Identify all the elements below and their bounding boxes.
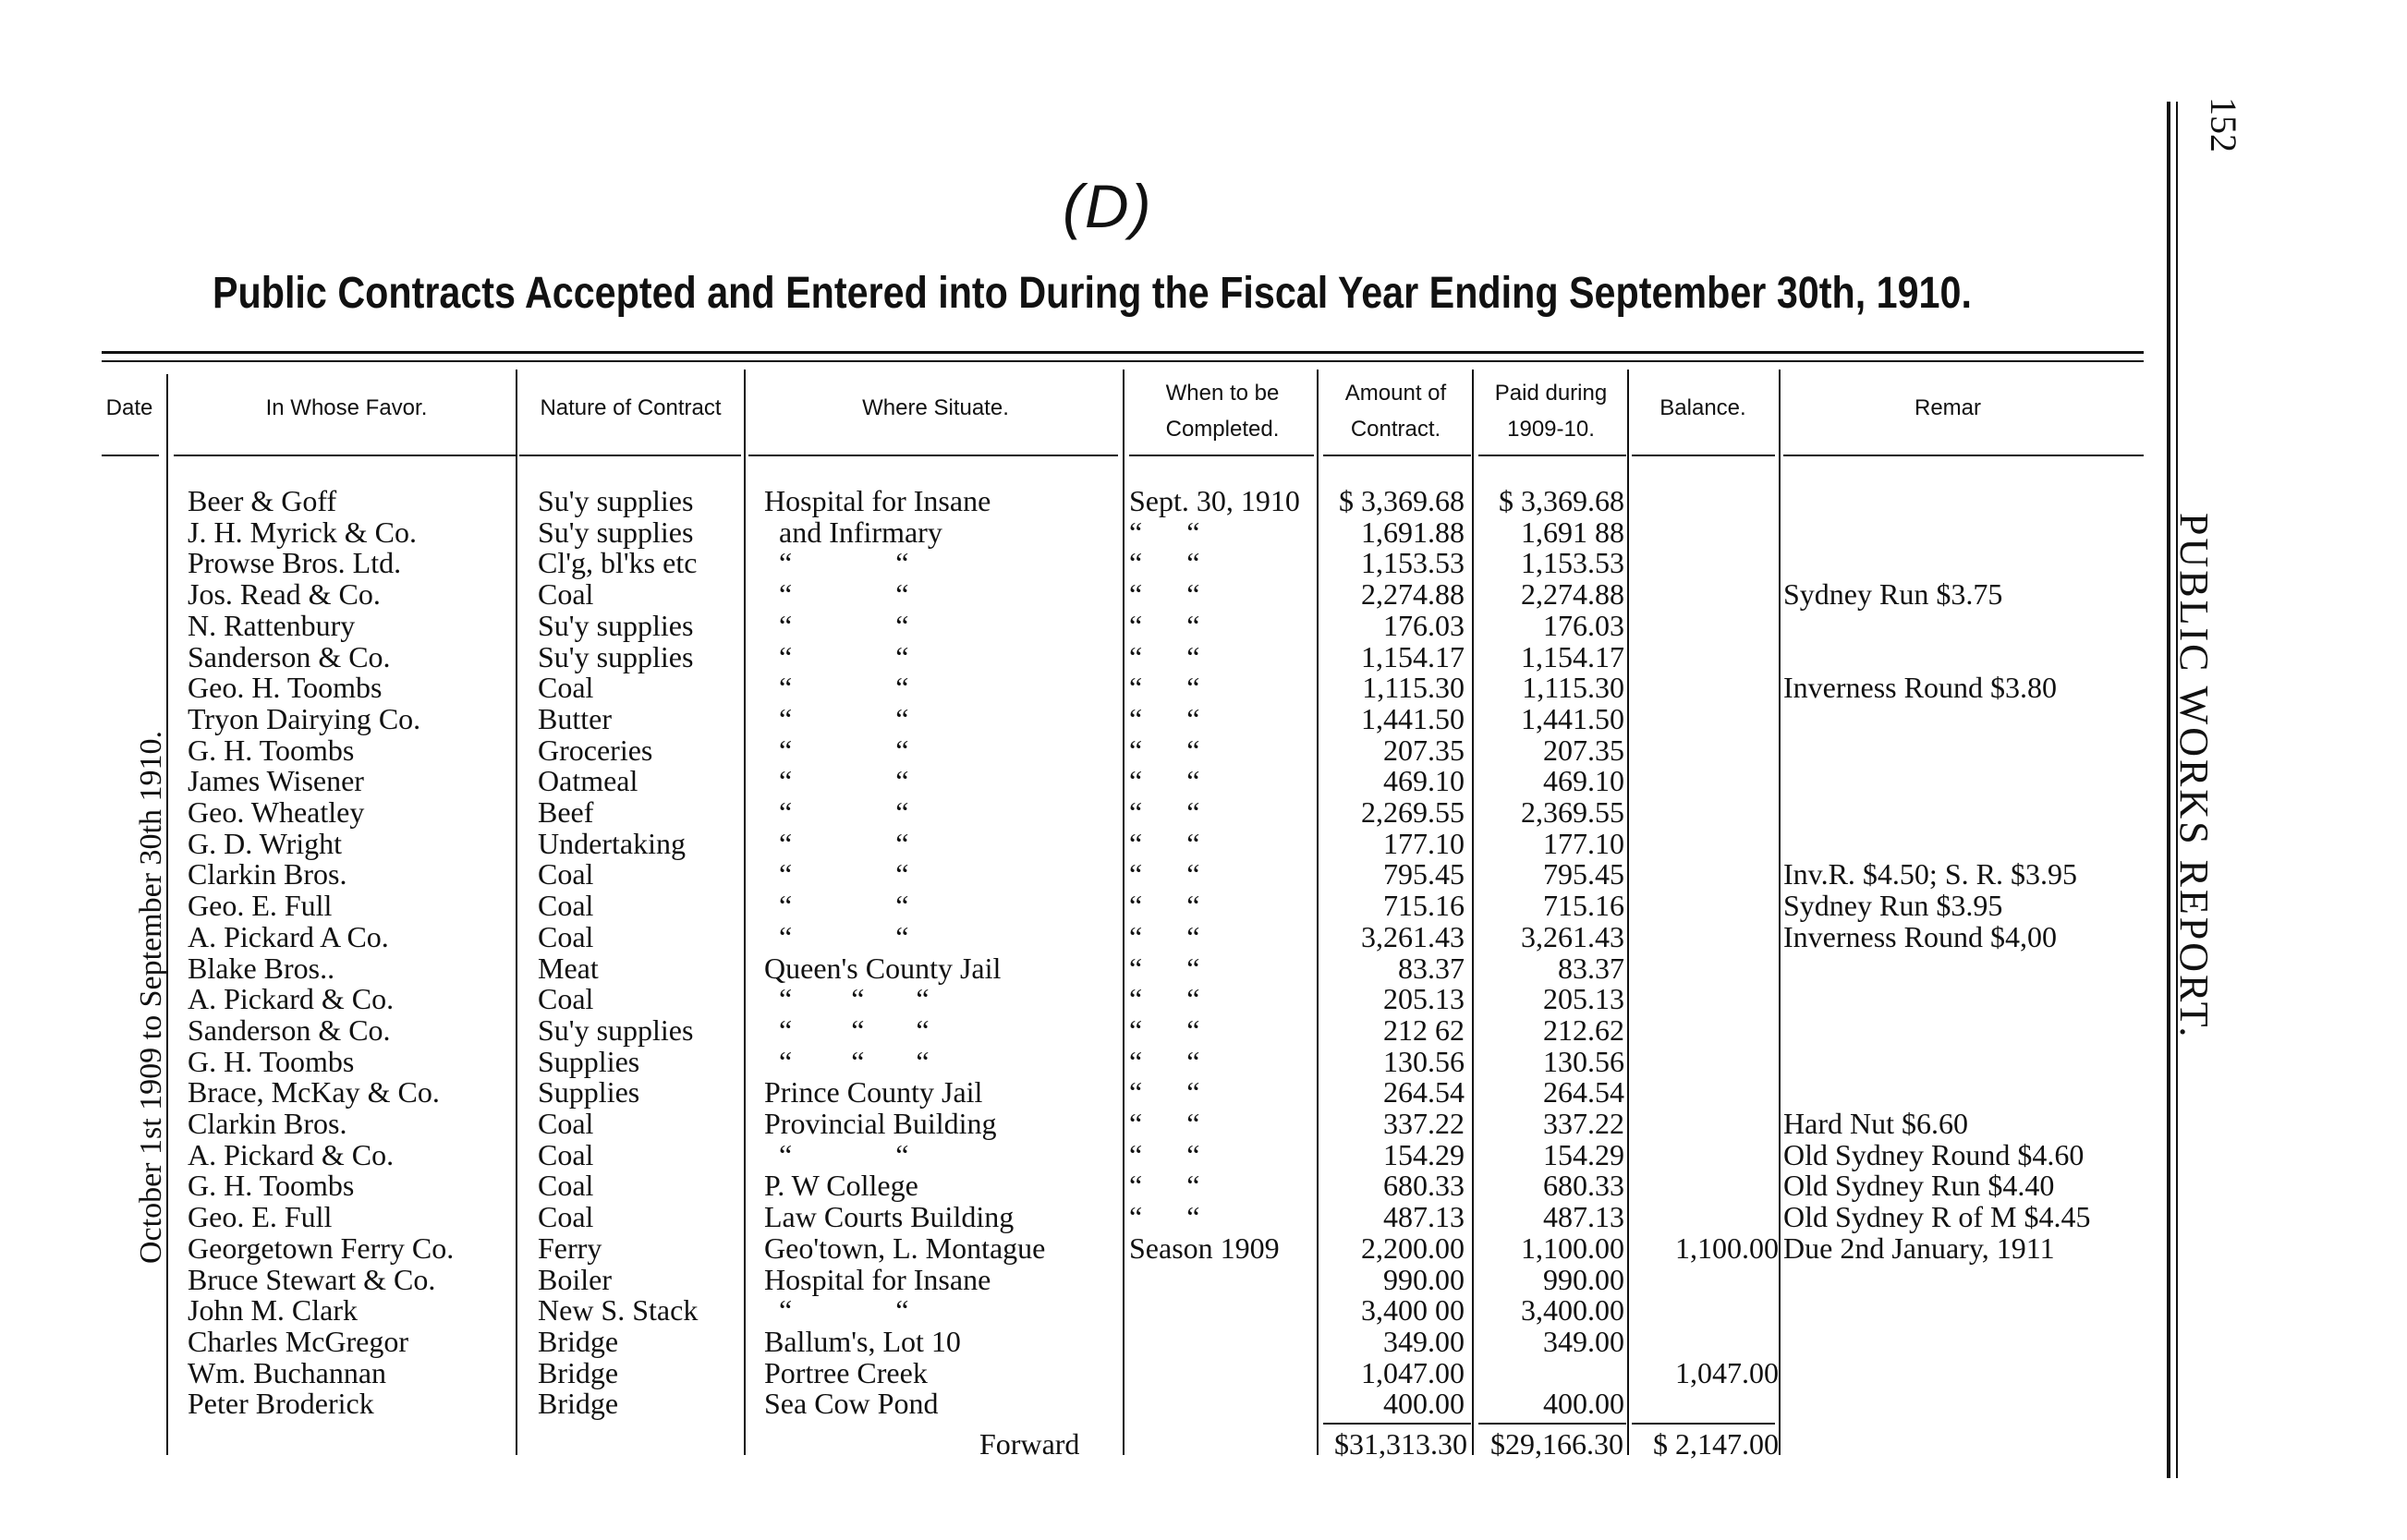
completion-date: “ “ [1129, 515, 1200, 549]
table-row [0, 1046, 2218, 1077]
paid-amount: 1,115.30 [1522, 671, 1624, 705]
contractor-name: Geo. E. Full [188, 1200, 333, 1234]
contract-amount: 130.56 [1383, 1044, 1465, 1078]
paid-amount: 469.10 [1543, 764, 1624, 798]
header-rule [1632, 455, 1775, 456]
contract-location: “ “ [764, 889, 909, 923]
completion-date: “ “ [1129, 1044, 1200, 1078]
contract-location: Queen's County Jail [764, 951, 1002, 985]
contract-amount: 487.13 [1383, 1200, 1465, 1234]
remark-text: Sydney Run $3.95 [1783, 889, 2003, 923]
contract-nature: New S. Stack [538, 1293, 699, 1328]
header-amount-1: Amount of [1344, 381, 1447, 406]
completion-date: “ “ [1129, 577, 1200, 612]
completion-date: “ “ [1129, 857, 1200, 891]
table-row [0, 485, 2218, 516]
completion-date: “ “ [1129, 889, 1200, 923]
paid-amount: 400.00 [1543, 1387, 1624, 1421]
header-amount-2: Contract. [1350, 417, 1441, 442]
remark-text: Old Sydney Round $4.60 [1783, 1137, 2085, 1171]
paid-amount: 337.22 [1543, 1107, 1624, 1140]
contractor-name: Clarkin Bros. [188, 857, 347, 891]
contract-location: Hospital for Insane [764, 484, 991, 517]
contract-nature: Bridge [538, 1324, 619, 1358]
contract-nature: Oatmeal [538, 764, 638, 798]
paid-amount: 680.33 [1543, 1169, 1624, 1203]
paid-amount: 715.16 [1543, 889, 1624, 923]
contractor-name: Charles McGregor [188, 1324, 409, 1358]
contractor-name: Geo. E. Full [188, 889, 333, 923]
table-row [0, 1201, 2218, 1232]
table-row [0, 734, 2218, 766]
total-rule [1323, 1423, 1471, 1425]
header-rule [102, 455, 159, 456]
page-number: 152 [2203, 97, 2244, 152]
header-remarks: Remar [1914, 395, 1981, 420]
completion-date: “ “ [1129, 639, 1200, 673]
contract-amount: 1,115.30 [1362, 671, 1465, 705]
header-rule [748, 455, 1118, 456]
contractor-name: Beer & Goff [188, 484, 337, 517]
completion-date: “ “ [1129, 919, 1200, 953]
contract-nature: Coal [538, 919, 594, 953]
paid-amount: 2,274.88 [1521, 577, 1624, 612]
table-row [0, 890, 2218, 921]
paid-amount: 1,691 88 [1521, 515, 1624, 549]
completion-date: “ “ [1129, 951, 1200, 985]
paid-amount: 207.35 [1543, 733, 1624, 767]
contractor-name: A. Pickard & Co. [188, 982, 395, 1016]
remark-text: Old Sydney Run $4.40 [1783, 1169, 2055, 1203]
total-rule [1632, 1423, 1775, 1425]
table-row [0, 1388, 2218, 1419]
table-row [0, 1076, 2218, 1108]
contract-amount: 1,691.88 [1361, 515, 1465, 549]
contract-nature: Su'y supplies [538, 639, 694, 673]
top-rule [102, 351, 2144, 354]
paid-amount: 176.03 [1543, 608, 1624, 642]
contract-nature: Su'y supplies [538, 515, 694, 549]
contract-nature: Meat [538, 951, 599, 985]
contract-amount: $ 3,369.68 [1339, 484, 1465, 517]
contract-location: “ “ [764, 608, 909, 642]
contract-nature: Coal [538, 857, 594, 891]
contract-location: Ballum's, Lot 10 [764, 1324, 961, 1358]
forward-amount: $31,313.30 [1334, 1427, 1467, 1461]
contractor-name: N. Rattenbury [188, 608, 356, 642]
contractor-name: Brace, McKay & Co. [188, 1075, 440, 1110]
contract-amount: 715.16 [1383, 889, 1465, 923]
completion-date: “ “ [1129, 795, 1200, 829]
balance-amount: 1,100.00 [1675, 1231, 1779, 1265]
contractor-name: A. Pickard & Co. [188, 1137, 395, 1171]
contract-location: “ “ [764, 546, 909, 580]
header-rule [1783, 455, 2144, 456]
completion-date: “ “ [1129, 1013, 1200, 1047]
contract-amount: 1,441.50 [1361, 701, 1465, 735]
paid-amount: 1,153.53 [1521, 546, 1624, 580]
contract-nature: Coal [538, 577, 594, 612]
table-row [0, 703, 2218, 734]
header-rule [174, 455, 516, 456]
remark-text: Old Sydney R of M $4.45 [1783, 1200, 2091, 1234]
contract-location: “ “ [764, 795, 909, 829]
contract-nature: Cl'g, bl'ks etc [538, 546, 698, 580]
contract-amount: 337.22 [1383, 1107, 1465, 1140]
forward-paid: $29,166.30 [1490, 1427, 1623, 1461]
report-side-title: PUBLIC WORKS REPORT. [2171, 513, 2217, 1040]
balance-amount: 1,047.00 [1675, 1355, 1779, 1389]
header-in-whose-favor: In Whose Favor. [265, 395, 428, 420]
remark-text: Sydney Run $3.75 [1783, 577, 2003, 612]
table-row [0, 1139, 2218, 1170]
table-row [0, 796, 2218, 828]
contract-location: and Infirmary [764, 515, 942, 549]
remark-text: Inv.R. $4.50; S. R. $3.95 [1783, 857, 2077, 891]
completion-date: “ “ [1129, 1200, 1200, 1234]
contract-location: Prince County Jail [764, 1075, 983, 1110]
header-balance: Balance. [1659, 395, 1746, 420]
total-rule [1478, 1423, 1626, 1425]
heading-letter: (D) [1063, 172, 1153, 240]
header-paid-1: Paid during [1494, 381, 1608, 406]
paid-amount: 205.13 [1543, 982, 1624, 1016]
paid-amount: 177.10 [1543, 826, 1624, 860]
contractor-name: Jos. Read & Co. [188, 577, 381, 612]
contract-location: Geo'town, L. Montague [764, 1231, 1046, 1265]
header-when-2: Completed. [1165, 417, 1280, 442]
paid-amount: 3,261.43 [1521, 919, 1624, 953]
header-rule [1478, 455, 1626, 456]
completion-date: “ “ [1129, 733, 1200, 767]
forward-balance: $ 2,147.00 [1653, 1427, 1779, 1461]
completion-date: Season 1909 [1129, 1231, 1280, 1265]
contract-location: “ “ [764, 919, 909, 953]
table-row [0, 1170, 2218, 1201]
header-nature: Nature of Contract [540, 395, 722, 420]
contractor-name: G. H. Toombs [188, 1169, 355, 1203]
contractor-name: Tryon Dairying Co. [188, 701, 421, 735]
paid-amount: 2,369.55 [1521, 795, 1624, 829]
contract-nature: Coal [538, 1169, 594, 1203]
paid-amount: 349.00 [1543, 1324, 1624, 1358]
contract-location: “ “ [764, 1137, 909, 1171]
completion-date: “ “ [1129, 608, 1200, 642]
contract-amount: 400.00 [1383, 1387, 1465, 1421]
header-when-1: When to be [1165, 381, 1280, 406]
contract-location: P. W College [764, 1169, 918, 1203]
paid-amount: 3,400.00 [1521, 1293, 1624, 1328]
contract-amount: 795.45 [1383, 857, 1465, 891]
table-row [0, 858, 2218, 890]
table-row [0, 1014, 2218, 1046]
contract-nature: Coal [538, 1107, 594, 1140]
contract-amount: 154.29 [1383, 1137, 1465, 1171]
contract-amount: 3,261.43 [1361, 919, 1465, 953]
header-date: Date [105, 395, 153, 420]
paid-amount: $ 3,369.68 [1499, 484, 1624, 517]
contract-nature: Su'y supplies [538, 484, 694, 517]
table-row [0, 952, 2218, 984]
contract-nature: Coal [538, 671, 594, 705]
date-range: October 1st 1909 to September 30th 1910. [134, 731, 168, 1264]
contract-location: “ “ “ [764, 1013, 930, 1047]
completion-date: “ “ [1129, 671, 1200, 705]
paid-amount: 154.29 [1543, 1137, 1624, 1171]
completion-date: “ “ [1129, 982, 1200, 1016]
table-row [0, 578, 2218, 610]
contract-location: “ “ [764, 671, 909, 705]
contractor-name: Georgetown Ferry Co. [188, 1231, 455, 1265]
remark-text: Inverness Round $3.80 [1783, 671, 2057, 705]
header-paid-2: 1909-10. [1507, 417, 1595, 442]
contractor-name: Peter Broderick [188, 1387, 374, 1421]
table-row [0, 516, 2218, 548]
contract-amount: 990.00 [1383, 1262, 1465, 1296]
table-row [0, 828, 2218, 859]
contract-nature: Beef [538, 795, 594, 829]
header-rule [519, 455, 741, 456]
paid-amount: 487.13 [1543, 1200, 1624, 1234]
paid-amount: 795.45 [1543, 857, 1624, 891]
contract-amount: 349.00 [1383, 1324, 1465, 1358]
table-row [0, 1108, 2218, 1139]
remark-text: Due 2nd January, 1911 [1783, 1231, 2055, 1265]
contractor-name: Prowse Bros. Ltd. [188, 546, 402, 580]
table-row [0, 641, 2218, 673]
contract-location: “ “ [764, 639, 909, 673]
completion-date: “ “ [1129, 764, 1200, 798]
table-row [0, 921, 2218, 952]
paid-amount: 990.00 [1543, 1262, 1624, 1296]
completion-date: “ “ [1129, 1169, 1200, 1203]
contract-nature: Su'y supplies [538, 608, 694, 642]
table-row [0, 1232, 2218, 1264]
contract-location: “ “ [764, 1293, 909, 1328]
contract-location: “ “ “ [764, 982, 930, 1016]
completion-date: “ “ [1129, 1075, 1200, 1110]
remark-text: Hard Nut $6.60 [1783, 1107, 1968, 1140]
contract-nature: Bridge [538, 1355, 619, 1389]
forward-label: Forward [979, 1427, 1080, 1461]
completion-date: “ “ [1129, 1137, 1200, 1171]
header-rule [1323, 455, 1471, 456]
contractor-name: John M. Clark [188, 1293, 358, 1328]
contractor-name: James Wisener [188, 764, 364, 798]
header-rule [1129, 455, 1314, 456]
contract-amount: 2,200.00 [1361, 1231, 1465, 1265]
contract-nature: Coal [538, 889, 594, 923]
paid-amount: 264.54 [1543, 1075, 1624, 1110]
table-row [0, 983, 2218, 1014]
contract-nature: Ferry [538, 1231, 602, 1265]
remark-text: Inverness Round $4,00 [1783, 919, 2057, 953]
paid-amount: 1,100.00 [1521, 1231, 1624, 1265]
contract-nature: Bridge [538, 1387, 619, 1421]
contract-nature: Groceries [538, 733, 653, 767]
contract-location: “ “ [764, 764, 909, 798]
contract-amount: 264.54 [1383, 1075, 1465, 1110]
contract-nature: Supplies [538, 1044, 640, 1078]
contractor-name: Geo. H. Toombs [188, 671, 383, 705]
table-row [0, 1264, 2218, 1295]
contract-nature: Butter [538, 701, 612, 735]
completion-date: “ “ [1129, 701, 1200, 735]
paid-amount: 212.62 [1543, 1013, 1624, 1047]
contract-amount: 2,269.55 [1361, 795, 1465, 829]
header-where: Where Situate. [862, 395, 1009, 420]
contractor-name: Wm. Buchannan [188, 1355, 387, 1389]
contract-nature: Undertaking [538, 826, 686, 860]
top-rule-2 [102, 360, 2144, 362]
contract-nature: Coal [538, 1137, 594, 1171]
contractor-name: G. H. Toombs [188, 1044, 355, 1078]
contract-location: “ “ [764, 826, 909, 860]
contract-location: “ “ “ [764, 1044, 930, 1078]
contract-amount: 680.33 [1383, 1169, 1465, 1203]
paid-amount: 1,154.17 [1521, 639, 1624, 673]
contract-location: Hospital for Insane [764, 1262, 991, 1296]
paid-amount: 1,441.50 [1521, 701, 1624, 735]
contract-location: “ “ [764, 577, 909, 612]
contractor-name: Sanderson & Co. [188, 1013, 391, 1047]
contract-nature: Coal [538, 1200, 594, 1234]
contract-amount: 3,400 00 [1361, 1293, 1465, 1328]
contract-nature: Boiler [538, 1262, 612, 1296]
contractor-name: Sanderson & Co. [188, 639, 391, 673]
contract-location: Law Courts Building [764, 1200, 1015, 1234]
contract-amount: 212 62 [1383, 1013, 1465, 1047]
contract-amount: 83.37 [1398, 951, 1465, 985]
table-row [0, 610, 2218, 641]
table-row [0, 1357, 2218, 1388]
contract-location: “ “ [764, 857, 909, 891]
contract-amount: 2,274.88 [1361, 577, 1465, 612]
contractor-name: G. D. Wright [188, 826, 342, 860]
contract-amount: 1,047.00 [1361, 1355, 1465, 1389]
completion-date: “ “ [1129, 826, 1200, 860]
contract-nature: Supplies [538, 1075, 640, 1110]
table-row [0, 1326, 2218, 1357]
contract-amount: 1,154.17 [1361, 639, 1465, 673]
contract-nature: Coal [538, 982, 594, 1016]
contractor-name: A. Pickard A Co. [188, 919, 389, 953]
contractor-name: G. H. Toombs [188, 733, 355, 767]
table-row [0, 547, 2218, 578]
contract-amount: 207.35 [1383, 733, 1465, 767]
paid-amount: 130.56 [1543, 1044, 1624, 1078]
contract-location: Provincial Building [764, 1107, 997, 1140]
contract-nature: Su'y supplies [538, 1013, 694, 1047]
completion-date: “ “ [1129, 546, 1200, 580]
contract-amount: 469.10 [1383, 764, 1465, 798]
contract-amount: 205.13 [1383, 982, 1465, 1016]
table-row [0, 1294, 2218, 1326]
contractor-name: Clarkin Bros. [188, 1107, 347, 1140]
contract-location: “ “ [764, 733, 909, 767]
contract-amount: 177.10 [1383, 826, 1465, 860]
completion-date: Sept. 30, 1910 [1129, 484, 1300, 517]
contract-location: “ “ [764, 701, 909, 735]
page-title: Public Contracts Accepted and Entered into During the Fiscal Year Ending September 30th, 1910. [213, 269, 1972, 318]
contractor-name: Geo. Wheatley [188, 795, 365, 829]
table-row [0, 672, 2218, 703]
paid-amount: 83.37 [1558, 951, 1624, 985]
contract-location: Sea Cow Pond [764, 1387, 939, 1421]
contractor-name: Blake Bros.. [188, 951, 335, 985]
table-row [0, 765, 2218, 796]
contract-amount: 176.03 [1383, 608, 1465, 642]
contractor-name: J. H. Myrick & Co. [188, 515, 417, 549]
contractor-name: Bruce Stewart & Co. [188, 1262, 436, 1296]
contract-amount: 1,153.53 [1361, 546, 1465, 580]
completion-date: “ “ [1129, 1107, 1200, 1140]
contract-location: Portree Creek [764, 1355, 928, 1389]
